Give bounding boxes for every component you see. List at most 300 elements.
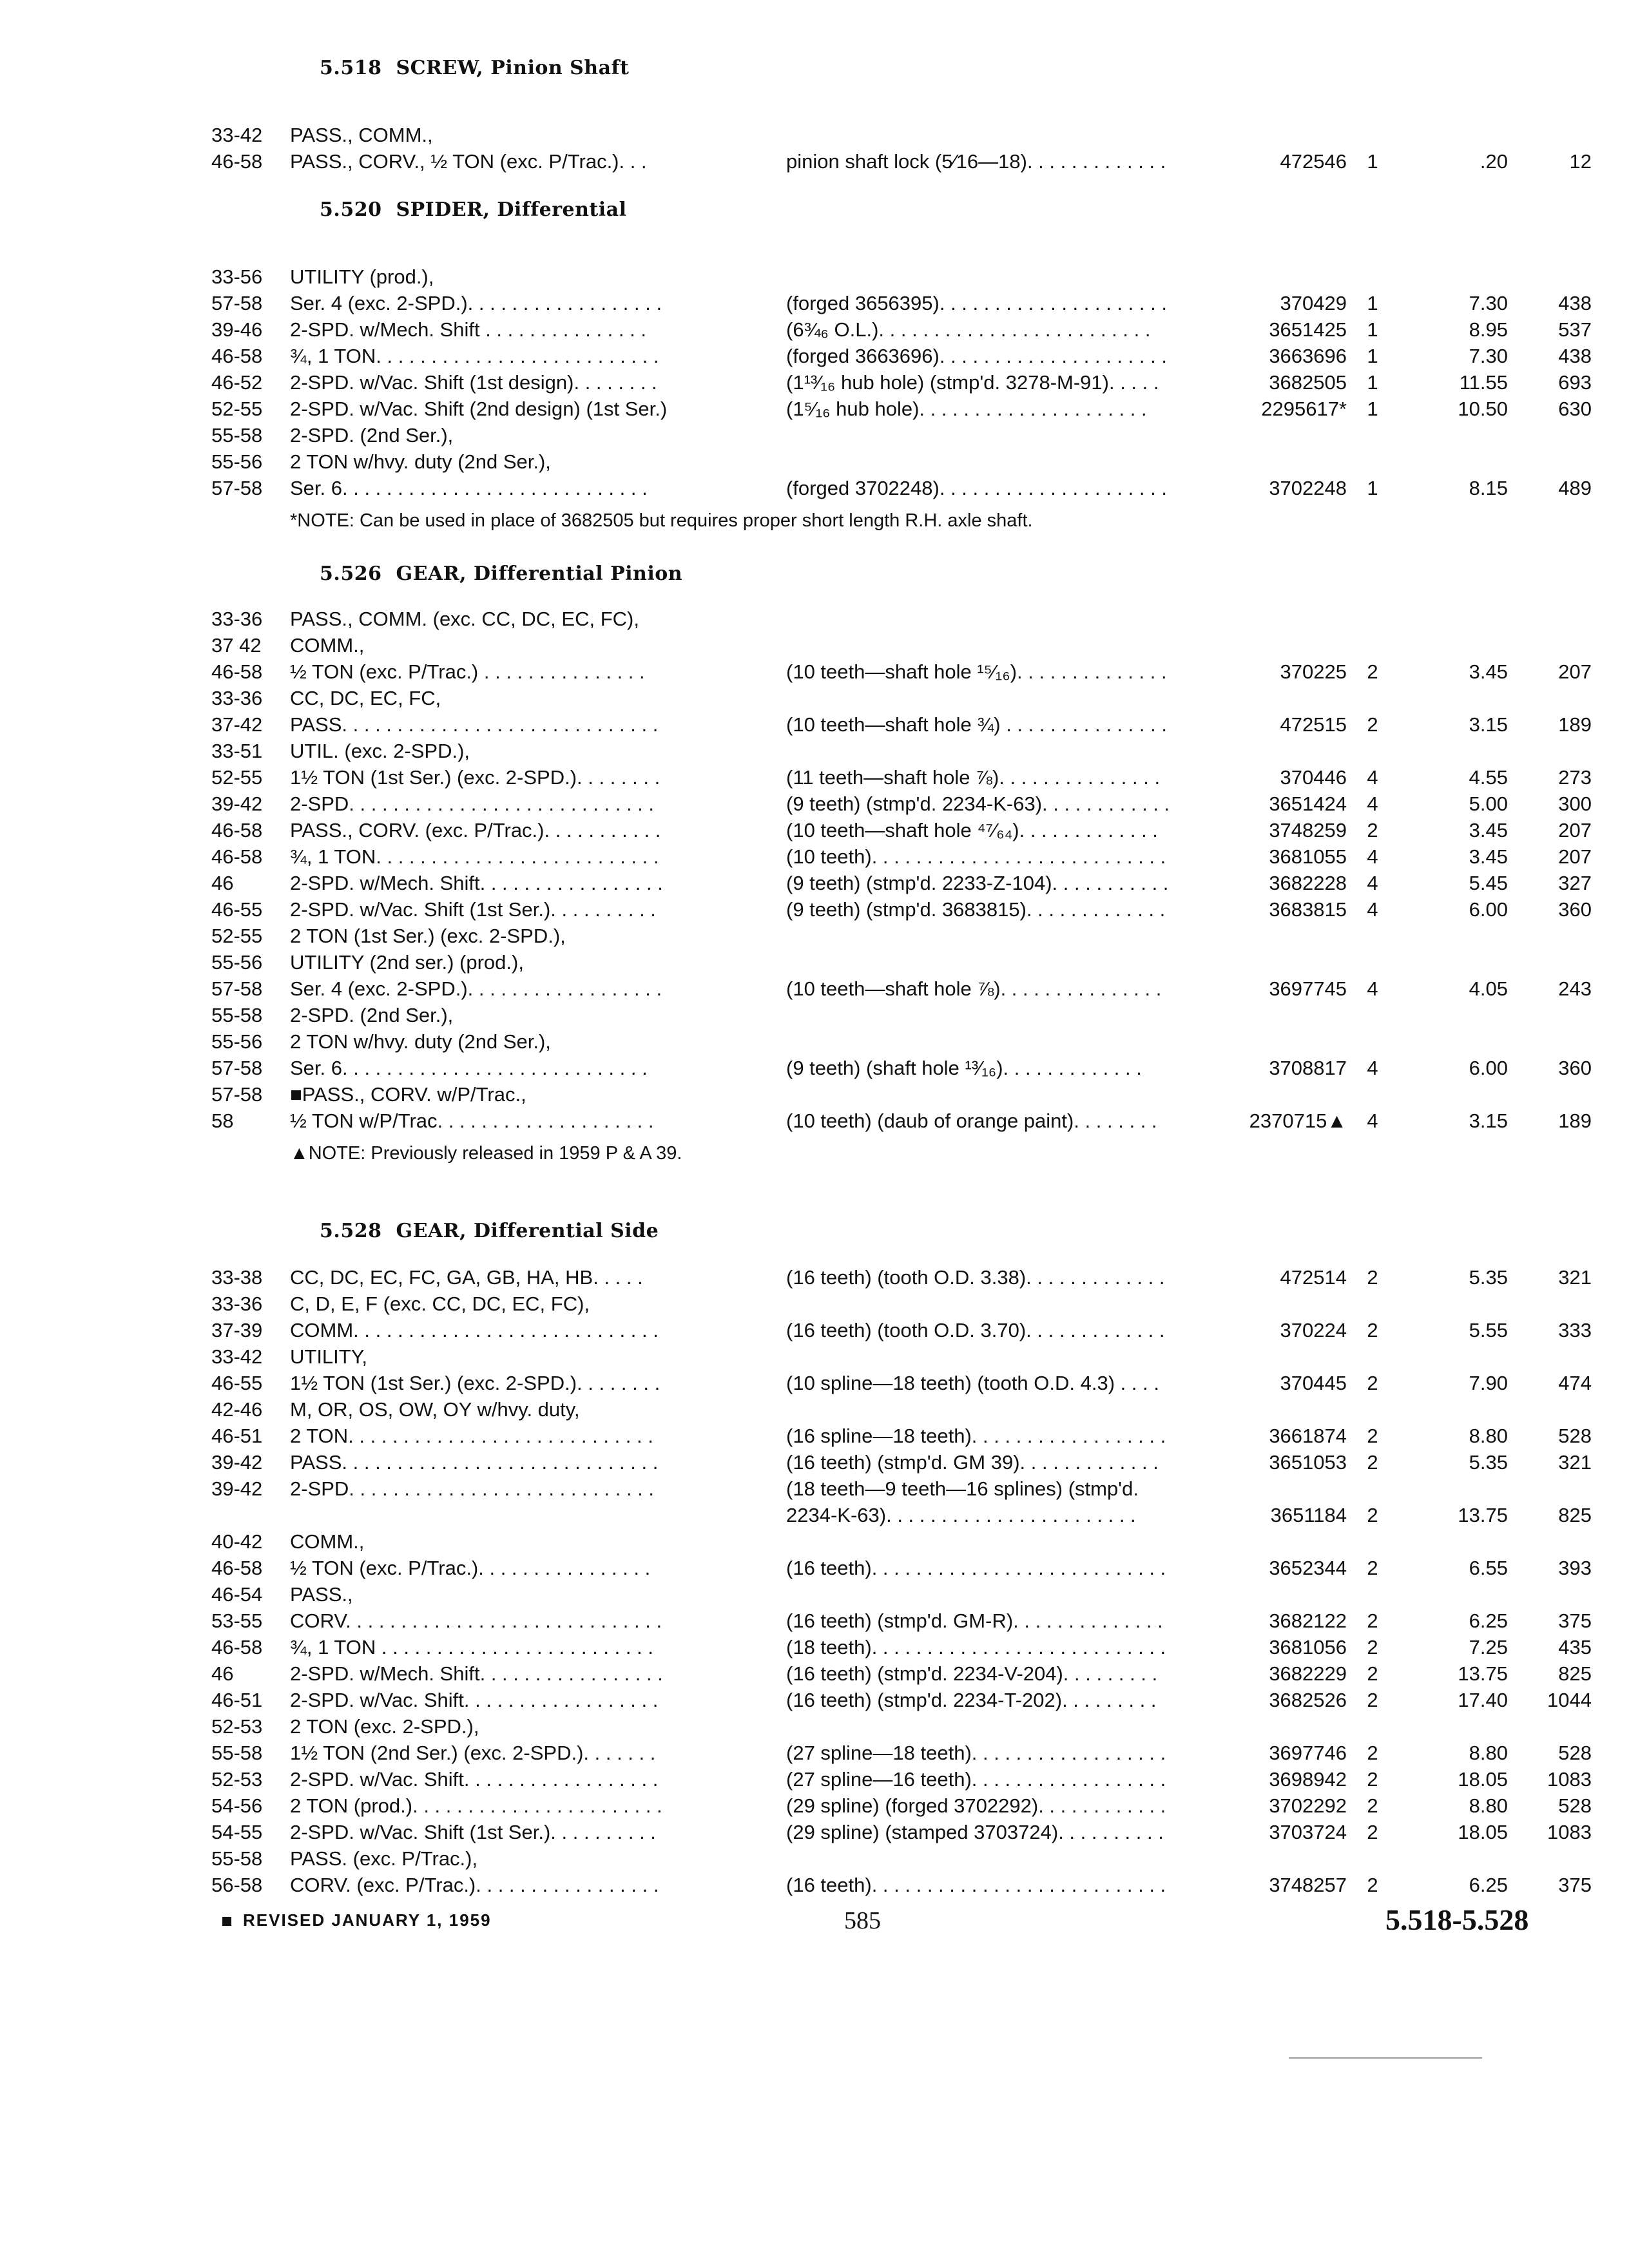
application: 2-SPD. w/Mech. Shift . . . . . . . . . . . . . . . bbox=[290, 318, 646, 341]
table-row bbox=[193, 658, 1592, 685]
table-row bbox=[193, 632, 1585, 658]
model-years: 57-58 bbox=[211, 292, 263, 314]
description: (10 teeth) (daub of orange paint). . . . . . . . bbox=[786, 1110, 1157, 1132]
model-years: 57-58 bbox=[211, 977, 263, 1000]
model-years: 57-58 bbox=[211, 477, 263, 499]
table-row bbox=[193, 290, 1592, 316]
part-number: 3682228 bbox=[1269, 872, 1347, 894]
table-row bbox=[193, 896, 1592, 923]
list-price: 5.35 bbox=[1469, 1451, 1508, 1474]
application: 2 TON (1st Ser.) (exc. 2-SPD.), bbox=[290, 925, 566, 947]
application: 2 TON (exc. 2-SPD.), bbox=[290, 1715, 479, 1738]
part-number: 3681056 bbox=[1269, 1636, 1347, 1658]
description: (16 teeth) (stmp'd. GM 39). . . . . . . . . . . . . bbox=[786, 1451, 1159, 1474]
table-row bbox=[193, 975, 1592, 1002]
model-years: 33-51 bbox=[211, 740, 263, 762]
group-price: 207 bbox=[1558, 819, 1592, 841]
application: 2-SPD. w/Vac. Shift (1st Ser.). . . . . . . . . . bbox=[290, 898, 656, 921]
description: (16 teeth) (tooth O.D. 3.38). . . . . . . . . . . . . bbox=[786, 1266, 1165, 1289]
group-price: 207 bbox=[1558, 660, 1592, 683]
table-row bbox=[193, 949, 1585, 975]
quantity: 2 bbox=[1367, 1768, 1378, 1791]
model-years: 46-58 bbox=[211, 845, 263, 868]
application: PASS. (exc. P/Trac.), bbox=[290, 1847, 478, 1870]
application: 2-SPD. (2nd Ser.), bbox=[290, 424, 454, 447]
table-row bbox=[193, 606, 1585, 632]
description: (forged 3702248). . . . . . . . . . . . . . . . . . . . . bbox=[786, 477, 1167, 499]
model-years: 53-55 bbox=[211, 1610, 263, 1632]
part-number: 370446 bbox=[1280, 766, 1347, 789]
quantity: 1 bbox=[1367, 398, 1378, 420]
table-row bbox=[193, 1819, 1592, 1845]
application: PASS., COMM. (exc. CC, DC, EC, FC), bbox=[290, 608, 639, 630]
group-price: 825 bbox=[1558, 1662, 1592, 1685]
model-years: 55-58 bbox=[211, 424, 263, 447]
parts-table bbox=[193, 606, 1592, 1134]
group-price: 300 bbox=[1558, 793, 1592, 815]
table-row bbox=[193, 316, 1592, 343]
group-price: 360 bbox=[1558, 898, 1592, 921]
quantity: 4 bbox=[1367, 766, 1378, 789]
application: 2-SPD. w/Vac. Shift (2nd design) (1st Ser.) bbox=[290, 398, 668, 420]
list-price: 8.95 bbox=[1469, 318, 1508, 341]
model-years: 46-51 bbox=[211, 1689, 263, 1711]
application: 2-SPD. (2nd Ser.), bbox=[290, 1004, 454, 1026]
section-heading bbox=[320, 554, 1585, 594]
application: PASS., COMM., bbox=[290, 124, 433, 146]
model-years: 46-55 bbox=[211, 1372, 263, 1394]
quantity: 4 bbox=[1367, 1110, 1378, 1132]
quantity: 1 bbox=[1367, 150, 1378, 173]
application: PASS., CORV., ½ TON (exc. P/Trac.). . . bbox=[290, 150, 647, 173]
list-price: 6.55 bbox=[1469, 1557, 1508, 1579]
application: COMM., bbox=[290, 634, 365, 657]
quantity: 4 bbox=[1367, 898, 1378, 921]
application: Ser. 4 (exc. 2-SPD.). . . . . . . . . . . . . . . . . . bbox=[290, 292, 662, 314]
part-number: 3702248 bbox=[1269, 477, 1347, 499]
part-number: 3683815 bbox=[1269, 898, 1347, 921]
model-years: 46-52 bbox=[211, 371, 263, 394]
description: (27 spline—18 teeth). . . . . . . . . . . . . . . . . . bbox=[786, 1742, 1166, 1764]
list-price: 7.25 bbox=[1469, 1636, 1508, 1658]
parts-table bbox=[193, 122, 1592, 175]
model-years: 46-55 bbox=[211, 898, 263, 921]
model-years: 46 bbox=[211, 1662, 234, 1685]
table-row bbox=[193, 1660, 1592, 1687]
application: 2-SPD. w/Mech. Shift. . . . . . . . . . . . . . . . . bbox=[290, 1662, 663, 1685]
model-years: 46-58 bbox=[211, 150, 263, 173]
section-heading bbox=[320, 48, 1585, 88]
model-years: 46-54 bbox=[211, 1583, 263, 1606]
application: ■PASS., CORV. w/P/Trac., bbox=[290, 1083, 526, 1106]
section-range: 5.518-5.528 bbox=[1385, 1903, 1529, 1936]
group-price: 189 bbox=[1558, 713, 1592, 736]
part-number: 3651184 bbox=[1270, 1504, 1347, 1526]
part-number: 3652344 bbox=[1269, 1557, 1347, 1579]
table-row bbox=[193, 870, 1592, 896]
group-price: 489 bbox=[1558, 477, 1592, 499]
list-price: 6.25 bbox=[1469, 1610, 1508, 1632]
description: (10 spline—18 teeth) (tooth O.D. 4.3) . . . . bbox=[786, 1372, 1159, 1394]
section-5-520 bbox=[193, 190, 1592, 535]
description: (10 teeth). . . . . . . . . . . . . . . . . . . . . . . . . . . bbox=[786, 845, 1166, 868]
quantity: 4 bbox=[1367, 977, 1378, 1000]
model-years: 55-58 bbox=[211, 1742, 263, 1764]
list-price: 18.05 bbox=[1458, 1821, 1508, 1843]
table-row bbox=[193, 1687, 1592, 1713]
description: (10 teeth—shaft hole ⁴⁷⁄₆₄). . . . . . . . . . . . . bbox=[786, 819, 1158, 841]
table-row bbox=[193, 791, 1592, 817]
list-price: 8.80 bbox=[1469, 1794, 1508, 1817]
table-row bbox=[193, 1475, 1585, 1502]
group-price: 438 bbox=[1558, 292, 1592, 314]
quantity: 2 bbox=[1367, 1425, 1378, 1447]
description: pinion shaft lock (5⁄16—18). . . . . . . . . . . . . bbox=[786, 150, 1166, 173]
application: 2-SPD. w/Vac. Shift (1st design). . . . . . . . bbox=[290, 371, 657, 394]
group-price: 321 bbox=[1558, 1266, 1592, 1289]
part-number: 3748259 bbox=[1269, 819, 1347, 841]
table-row bbox=[193, 1581, 1585, 1608]
application: 1½ TON (2nd Ser.) (exc. 2-SPD.). . . . . . . bbox=[290, 1742, 656, 1764]
model-years: 33-42 bbox=[211, 1345, 263, 1368]
quantity: 1 bbox=[1367, 318, 1378, 341]
list-price: 3.15 bbox=[1469, 1110, 1508, 1132]
quantity: 2 bbox=[1367, 1689, 1378, 1711]
group-price: 189 bbox=[1558, 1110, 1592, 1132]
scan-artifact-line bbox=[1289, 2057, 1482, 2059]
model-years: 46-58 bbox=[211, 1636, 263, 1658]
group-price: 693 bbox=[1558, 371, 1592, 394]
application: 2 TON (prod.). . . . . . . . . . . . . . . . . . . . . . . bbox=[290, 1794, 662, 1817]
quantity: 2 bbox=[1367, 1504, 1378, 1526]
model-years: 33-38 bbox=[211, 1266, 263, 1289]
table-row bbox=[193, 448, 1585, 475]
table-row bbox=[193, 711, 1592, 738]
part-number: 3698942 bbox=[1269, 1768, 1347, 1791]
part-number: 3702292 bbox=[1269, 1794, 1347, 1817]
quantity: 2 bbox=[1367, 1636, 1378, 1658]
model-years: 55-56 bbox=[211, 951, 263, 974]
model-years: 46-51 bbox=[211, 1425, 263, 1447]
application: CC, DC, EC, FC, GA, GB, HA, HB. . . . . bbox=[290, 1266, 643, 1289]
list-price: .20 bbox=[1480, 150, 1508, 173]
table-row bbox=[193, 685, 1585, 711]
quantity: 1 bbox=[1367, 477, 1378, 499]
table-row bbox=[193, 1792, 1592, 1819]
quantity: 2 bbox=[1367, 660, 1378, 683]
table-row bbox=[193, 923, 1585, 949]
table-row bbox=[193, 1055, 1592, 1081]
model-years: 39-46 bbox=[211, 318, 263, 341]
description: (16 teeth) (stmp'd. 2234-T-202). . . . . . . . . bbox=[786, 1689, 1157, 1711]
group-price: 825 bbox=[1558, 1504, 1592, 1526]
table-row bbox=[193, 764, 1592, 791]
list-price: 17.40 bbox=[1458, 1689, 1508, 1711]
revised-text: REVISED JANUARY 1, 1959 bbox=[243, 1910, 492, 1930]
group-price: 327 bbox=[1558, 872, 1592, 894]
part-number: 3748257 bbox=[1269, 1874, 1347, 1896]
quantity: 2 bbox=[1367, 1557, 1378, 1579]
application: PASS., bbox=[290, 1583, 353, 1606]
part-number: 472515 bbox=[1280, 713, 1347, 736]
part-number: 3708817 bbox=[1269, 1057, 1347, 1079]
table-row bbox=[193, 1317, 1592, 1343]
table-row bbox=[193, 843, 1592, 870]
section-title: SPIDER, Differential bbox=[396, 198, 627, 221]
table-row bbox=[193, 1343, 1585, 1370]
table-row bbox=[193, 343, 1592, 369]
model-years: 46-58 bbox=[211, 819, 263, 841]
section-title: GEAR, Differential Pinion bbox=[396, 562, 683, 585]
list-price: 18.05 bbox=[1458, 1768, 1508, 1791]
model-years: 33-56 bbox=[211, 265, 263, 288]
table-row bbox=[193, 1713, 1585, 1740]
section-note: ▲NOTE: Previously released in 1959 P & A 39. bbox=[290, 1143, 682, 1164]
description: (18 teeth). . . . . . . . . . . . . . . . . . . . . . . . . . . bbox=[786, 1636, 1166, 1658]
revised-label bbox=[222, 1910, 492, 1930]
application: M, OR, OS, OW, OY w/hvy. duty, bbox=[290, 1398, 580, 1421]
part-number: 2295617* bbox=[1261, 398, 1347, 420]
application: UTILITY, bbox=[290, 1345, 368, 1368]
application: 1½ TON (1st Ser.) (exc. 2-SPD.). . . . . . . . bbox=[290, 1372, 660, 1394]
list-price: 6.00 bbox=[1469, 1057, 1508, 1079]
model-years: 54-56 bbox=[211, 1794, 263, 1817]
list-price: 5.55 bbox=[1469, 1319, 1508, 1341]
model-years: 33-36 bbox=[211, 1293, 263, 1315]
group-price: 435 bbox=[1558, 1636, 1592, 1658]
list-price: 10.50 bbox=[1458, 398, 1508, 420]
application: 1½ TON (1st Ser.) (exc. 2-SPD.). . . . . . . . bbox=[290, 766, 660, 789]
model-years: 37-42 bbox=[211, 713, 263, 736]
application: COMM. . . . . . . . . . . . . . . . . . . . . . . . . . . . bbox=[290, 1319, 659, 1341]
group-price: 375 bbox=[1558, 1874, 1592, 1896]
model-years: 52-55 bbox=[211, 766, 263, 789]
application: C, D, E, F (exc. CC, DC, EC, FC), bbox=[290, 1293, 590, 1315]
application: Ser. 6. . . . . . . . . . . . . . . . . . . . . . . . . . . . bbox=[290, 1057, 648, 1079]
part-number: 3697745 bbox=[1269, 977, 1347, 1000]
description: (29 spline) (forged 3702292). . . . . . . . . . . . bbox=[786, 1794, 1166, 1817]
model-years: 39-42 bbox=[211, 793, 263, 815]
description: (10 teeth—shaft hole ⅞). . . . . . . . . . . . . . . bbox=[786, 977, 1162, 1000]
table-row bbox=[193, 122, 1585, 148]
model-years: 39-42 bbox=[211, 1451, 263, 1474]
quantity: 4 bbox=[1367, 872, 1378, 894]
quantity: 4 bbox=[1367, 793, 1378, 815]
table-row bbox=[193, 422, 1585, 448]
quantity: 4 bbox=[1367, 1057, 1378, 1079]
table-row bbox=[193, 264, 1585, 290]
model-years: 42-46 bbox=[211, 1398, 263, 1421]
description: (9 teeth) (shaft hole ¹³⁄₁₆). . . . . . . . . . . . . bbox=[786, 1057, 1142, 1079]
section-5-526 bbox=[193, 554, 1592, 1168]
part-number: 3661874 bbox=[1269, 1425, 1347, 1447]
part-number: 3651053 bbox=[1269, 1451, 1347, 1474]
description: (10 teeth—shaft hole ¾) . . . . . . . . . . . . . . . bbox=[786, 713, 1167, 736]
description: (16 teeth) (stmp'd. 2234-V-204). . . . . . . . . bbox=[786, 1662, 1158, 1685]
part-number: 2370715▲ bbox=[1249, 1110, 1347, 1132]
table-row bbox=[193, 475, 1592, 501]
quantity: 2 bbox=[1367, 1610, 1378, 1632]
table-row bbox=[193, 1872, 1592, 1898]
model-years: 37 42 bbox=[211, 634, 262, 657]
group-price: 243 bbox=[1558, 977, 1592, 1000]
part-number: 370225 bbox=[1280, 660, 1347, 683]
application: 2-SPD. w/Mech. Shift. . . . . . . . . . . . . . . . . bbox=[290, 872, 663, 894]
section-number: 5.518 bbox=[320, 57, 382, 79]
model-years: 46-58 bbox=[211, 1557, 263, 1579]
model-years: 46-58 bbox=[211, 345, 263, 367]
table-row bbox=[193, 1396, 1585, 1423]
quantity: 2 bbox=[1367, 713, 1378, 736]
list-price: 7.30 bbox=[1469, 345, 1508, 367]
group-price: 537 bbox=[1558, 318, 1592, 341]
description: (16 teeth) (tooth O.D. 3.70). . . . . . . . . . . . . bbox=[786, 1319, 1165, 1341]
table-row bbox=[193, 1608, 1592, 1634]
section-number: 5.528 bbox=[320, 1220, 382, 1242]
application: ¾, 1 TON. . . . . . . . . . . . . . . . . . . . . . . . . . bbox=[290, 845, 659, 868]
quantity: 2 bbox=[1367, 1451, 1378, 1474]
group-price: 375 bbox=[1558, 1610, 1592, 1632]
part-number: 3663696 bbox=[1269, 345, 1347, 367]
application: 2 TON. . . . . . . . . . . . . . . . . . . . . . . . . . . . bbox=[290, 1425, 653, 1447]
description: (11 teeth—shaft hole ⅞). . . . . . . . . . . . . . . bbox=[786, 766, 1161, 789]
list-price: 3.45 bbox=[1469, 819, 1508, 841]
table-row bbox=[193, 1766, 1592, 1792]
parts-table bbox=[193, 1264, 1592, 1898]
section-heading bbox=[320, 1211, 1585, 1251]
description: (10 teeth—shaft hole ¹⁵⁄₁₆). . . . . . . . . . . . . . bbox=[786, 660, 1167, 683]
table-row bbox=[193, 1449, 1592, 1475]
description: (27 spline—16 teeth). . . . . . . . . . . . . . . . . . bbox=[786, 1768, 1166, 1791]
application: ½ TON (exc. P/Trac.). . . . . . . . . . . . . . . . bbox=[290, 1557, 651, 1579]
list-price: 6.00 bbox=[1469, 898, 1508, 921]
application: 2 TON w/hvy. duty (2nd Ser.), bbox=[290, 1030, 551, 1053]
group-price: 1083 bbox=[1547, 1768, 1592, 1791]
application: 2-SPD. w/Vac. Shift. . . . . . . . . . . . . . . . . . bbox=[290, 1768, 659, 1791]
application: UTIL. (exc. 2-SPD.), bbox=[290, 740, 470, 762]
application: COMM., bbox=[290, 1530, 365, 1553]
table-row bbox=[193, 1740, 1592, 1766]
group-price: 528 bbox=[1558, 1742, 1592, 1764]
part-number: 3681055 bbox=[1269, 845, 1347, 868]
model-years: 52-55 bbox=[211, 398, 263, 420]
group-price: 360 bbox=[1558, 1057, 1592, 1079]
model-years: 55-56 bbox=[211, 1030, 263, 1053]
quantity: 2 bbox=[1367, 1662, 1378, 1685]
list-price: 4.55 bbox=[1469, 766, 1508, 789]
list-price: 7.90 bbox=[1469, 1372, 1508, 1394]
section-title: SCREW, Pinion Shaft bbox=[396, 57, 630, 79]
model-years: 33-36 bbox=[211, 608, 263, 630]
model-years: 57-58 bbox=[211, 1083, 263, 1106]
group-price: 207 bbox=[1558, 845, 1592, 868]
application: Ser. 4 (exc. 2-SPD.). . . . . . . . . . . . . . . . . . bbox=[290, 977, 662, 1000]
table-row bbox=[193, 1634, 1592, 1660]
model-years: 39-42 bbox=[211, 1477, 263, 1500]
description: (6¾₆ O.L.). . . . . . . . . . . . . . . . . . . . . . . . . bbox=[786, 318, 1151, 341]
table-row bbox=[193, 1370, 1592, 1396]
model-years: 52-53 bbox=[211, 1715, 263, 1738]
description: (16 teeth). . . . . . . . . . . . . . . . . . . . . . . . . . . bbox=[786, 1557, 1166, 1579]
application: PASS. . . . . . . . . . . . . . . . . . . . . . . . . . . . . bbox=[290, 713, 659, 736]
section-5-518 bbox=[193, 48, 1592, 175]
quantity: 1 bbox=[1367, 292, 1378, 314]
table-row bbox=[193, 738, 1585, 764]
model-years: 55-58 bbox=[211, 1847, 263, 1870]
application: ½ TON (exc. P/Trac.) . . . . . . . . . . . . . . . bbox=[290, 660, 645, 683]
application: ¾, 1 TON . . . . . . . . . . . . . . . . . . . . . . . . . bbox=[290, 1636, 653, 1658]
application: CC, DC, EC, FC, bbox=[290, 687, 441, 709]
table-row bbox=[193, 1028, 1585, 1055]
list-price: 13.75 bbox=[1458, 1662, 1508, 1685]
application: 2-SPD. w/Vac. Shift (1st Ser.). . . . . . . . . . bbox=[290, 1821, 656, 1843]
list-price: 3.45 bbox=[1469, 660, 1508, 683]
application: UTILITY (prod.), bbox=[290, 265, 434, 288]
table-row bbox=[193, 148, 1592, 175]
table-row bbox=[193, 1502, 1592, 1528]
application: PASS. . . . . . . . . . . . . . . . . . . . . . . . . . . . . bbox=[290, 1451, 659, 1474]
model-years: 54-55 bbox=[211, 1821, 263, 1843]
group-price: 12 bbox=[1569, 150, 1592, 173]
table-row bbox=[193, 1423, 1592, 1449]
square-bullet-icon bbox=[222, 1917, 231, 1926]
list-price: 5.00 bbox=[1469, 793, 1508, 815]
list-price: 8.80 bbox=[1469, 1742, 1508, 1764]
description: (9 teeth) (stmp'd. 3683815). . . . . . . . . . . . . bbox=[786, 898, 1166, 921]
page-number: 585 bbox=[844, 1907, 881, 1934]
list-price: 11.55 bbox=[1459, 371, 1508, 394]
list-price: 5.35 bbox=[1469, 1266, 1508, 1289]
model-years: 33-42 bbox=[211, 124, 263, 146]
page-footer bbox=[0, 1898, 1629, 1949]
description: (9 teeth) (stmp'd. 2234-K-63). . . . . . . . . . . . bbox=[786, 793, 1170, 815]
description: (1⁵⁄₁₆ hub hole). . . . . . . . . . . . . . . . . . . . . bbox=[786, 398, 1147, 420]
quantity: 2 bbox=[1367, 1372, 1378, 1394]
application: CORV. (exc. P/Trac.). . . . . . . . . . . . . . . . . bbox=[290, 1874, 659, 1896]
application: 2-SPD. . . . . . . . . . . . . . . . . . . . . . . . . . . . bbox=[290, 1477, 655, 1500]
description: (16 spline—18 teeth). . . . . . . . . . . . . . . . . . bbox=[786, 1425, 1166, 1447]
list-price: 8.15 bbox=[1469, 477, 1508, 499]
table-row bbox=[193, 1002, 1585, 1028]
group-price: 393 bbox=[1558, 1557, 1592, 1579]
quantity: 4 bbox=[1367, 845, 1378, 868]
group-price: 474 bbox=[1558, 1372, 1592, 1394]
section-number: 5.526 bbox=[320, 562, 382, 585]
model-years: 57-58 bbox=[211, 1057, 263, 1079]
group-price: 273 bbox=[1558, 766, 1592, 789]
application: Ser. 6. . . . . . . . . . . . . . . . . . . . . . . . . . . . bbox=[290, 477, 648, 499]
section-note: *NOTE: Can be used in place of 3682505 but requires proper short length R.H. axle shaft. bbox=[290, 510, 1033, 531]
quantity: 2 bbox=[1367, 1319, 1378, 1341]
table-row bbox=[193, 369, 1592, 396]
list-price: 13.75 bbox=[1458, 1504, 1508, 1526]
model-years: 52-55 bbox=[211, 925, 263, 947]
description: (18 teeth—9 teeth—16 splines) (stmp'd. bbox=[786, 1477, 1139, 1500]
model-years: 55-58 bbox=[211, 1004, 263, 1026]
model-years: 40-42 bbox=[211, 1530, 263, 1553]
list-price: 3.45 bbox=[1469, 845, 1508, 868]
group-price: 333 bbox=[1558, 1319, 1592, 1341]
quantity: 1 bbox=[1367, 371, 1378, 394]
section-5-528 bbox=[193, 1211, 1592, 1898]
part-number: 3651425 bbox=[1269, 318, 1347, 341]
model-years: 46-58 bbox=[211, 660, 263, 683]
list-price: 8.80 bbox=[1469, 1425, 1508, 1447]
part-number: 3682122 bbox=[1269, 1610, 1347, 1632]
quantity: 2 bbox=[1367, 1794, 1378, 1817]
table-row bbox=[193, 1555, 1592, 1581]
group-price: 1044 bbox=[1547, 1689, 1592, 1711]
